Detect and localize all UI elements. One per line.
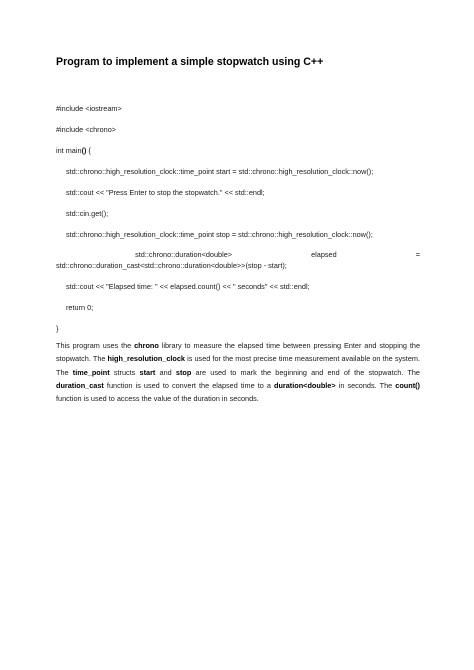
page-title: Program to implement a simple stopwatch using C++ xyxy=(56,56,324,68)
code-include-chrono: #include <chrono> xyxy=(56,125,117,134)
para-text: function is used to convert the elapsed time to a xyxy=(103,380,274,390)
code-prompt-output: std::cout << "Press Enter to stop the stopwatch." << std::endl; xyxy=(66,188,265,197)
code-include-iostream: #include <iostream> xyxy=(56,104,122,113)
para-bold-count: count() xyxy=(395,380,420,390)
code-wait-input: std::cin.get(); xyxy=(66,209,109,218)
para-text: is used for the most precise time measurement available on the system. The xyxy=(56,354,420,377)
code-main-signature xyxy=(56,146,420,155)
para-bold-clock: high_resolution_clock xyxy=(107,354,185,364)
para-text: function is used to access the value of the duration in seconds. xyxy=(56,394,259,404)
para-bold-duration-double: duration<double> xyxy=(274,380,336,390)
code-main-name: int main xyxy=(56,146,82,155)
para-bold-stop: stop xyxy=(175,367,192,377)
code-print-elapsed: std::cout << "Elapsed time: " << elapsed.count() << " seconds" << std::endl; xyxy=(66,282,310,291)
para-bold-chrono: chrono xyxy=(134,341,159,350)
para-text: are used to mark the beginning and end of the stopwatch. The xyxy=(191,367,420,377)
para-text: This program uses the xyxy=(56,341,135,350)
para-bold-duration-cast: duration_cast xyxy=(56,380,104,390)
code-elapsed-type: std::chrono::duration<double> xyxy=(135,250,233,259)
para-text: in seconds. The xyxy=(335,380,396,390)
code-close-brace: } xyxy=(56,324,59,333)
para-bold-start: start xyxy=(139,367,156,377)
para-bold-time-point: time_point xyxy=(72,367,110,377)
code-return: return 0; xyxy=(66,303,94,312)
code-elapsed-word: elapsed xyxy=(311,250,337,259)
description-paragraph xyxy=(56,339,420,405)
code-elapsed-declaration xyxy=(56,250,420,259)
para-text: structs xyxy=(109,367,140,377)
para-text: library to measure the elapsed time between pressing Enter and stopping the stopwatch. The xyxy=(56,341,420,364)
code-main-brace: { xyxy=(86,146,91,155)
para-text: and xyxy=(155,367,176,377)
code-stop-time: std::chrono::high_resolution_clock::time_point stop = std::chrono::high_resolution_clock::now(); xyxy=(66,230,373,239)
code-duration-cast: std::chrono::duration_cast<std::chrono::duration<double>>(stop - start); xyxy=(56,261,287,270)
code-start-time: std::chrono::high_resolution_clock::time_point start = std::chrono::high_resolution_clock::now(); xyxy=(66,167,374,176)
code-elapsed-equals: = xyxy=(415,250,420,259)
code-main-parens: () xyxy=(81,146,87,155)
